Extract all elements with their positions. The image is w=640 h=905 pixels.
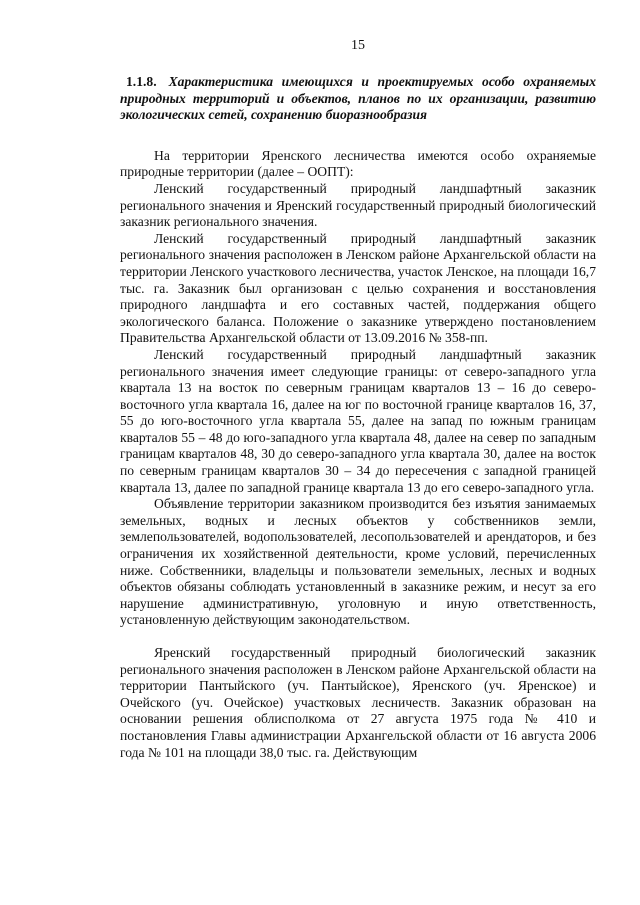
paragraph-gap — [120, 629, 596, 645]
section-heading — [120, 74, 596, 124]
paragraph-lensky-borders: Ленский государственный природный ландшафтный заказник регионального значения имеет следующие границы: от северо-западного угла квартала 13 на восток по северным границам кварталов 13 – 16 до северо-восточного угла квартала 16, далее на юг по восточной границе кварталов 16, 37, 55 до юго-восточного угла квартала 55, далее на запад по южным границам кварталов 55 – 48 до юго-западного угла квартала 48, далее на север по западным границам кварталов 48, 30 до северо-западного угла квартала 30, далее на восток по северным границам кварталов 30 – 34 до пересечения с западной границей квартала 13, далее по западной границе квартала 13 до его северо-западного угла. — [120, 346, 596, 495]
paragraph-regime: Объявление территории заказником производится без изъятия занимаемых земельных, водных и лесных объектов у собственников земли, землепользователей, водопользователей, лесопользователей и арендаторов, и без ограничения их хозяйственной деятельности, кроме условий, перечисленных ниже. Собственники, владельцы и пользователи земельных, лесных и водных объектов обязаны соблюдать установленный в заказнике режим, и несут за его нарушение административную, уголовную и иную ответственность, установленную действующим законодательством. — [120, 496, 596, 628]
section-title: Характеристика имеющихся и проектируемых особо охраняемых природных территорий и объектов, планов по их организации, развитию экологических сетей, сохранению биоразнообразия — [120, 74, 596, 123]
paragraph-lensky-location: Ленский государственный природный ландшафтный заказник регионального значения расположен в Ленском районе Архангельской области на территории Ленского участкового лесничества, участок Ленское, на площади 16,7 тыс. га. Заказник был организован с целью сохранения и восстановления природного ландшафта и его составных частей, поддержания общего экологического баланса. Положение о заказнике утверждено постановлением Правительства Архангельской области от 13.09.2016 № 358-пп. — [120, 230, 596, 346]
page-number: 15 — [351, 38, 365, 53]
section-number: 1.1.8. — [126, 74, 157, 89]
paragraph-list: Ленский государственный природный ландшафтный заказник регионального значения и Яренский государственный природный биологический заказник регионального значения. — [120, 180, 596, 230]
paragraph-yarensky: Яренский государственный природный биологический заказник регионального значения расположен в Ленском районе Архангельской области на территории Пантыйского (уч. Пантыйское), Яренского (уч. Яренское) и Очейского (уч. Очейское) участковых лесничеств. Заказник образован на основании решения облисполкома от 27 августа 1975 года № 410 и постановления Главы администрации Архангельской области от 16 августа 2006 года № 101 на площади 38,0 тыс. га. Действующим — [120, 645, 596, 760]
paragraph-intro: На территории Яренского лесничества имеются особо охраняемые природные территории (далее – ООПТ): — [120, 147, 596, 180]
